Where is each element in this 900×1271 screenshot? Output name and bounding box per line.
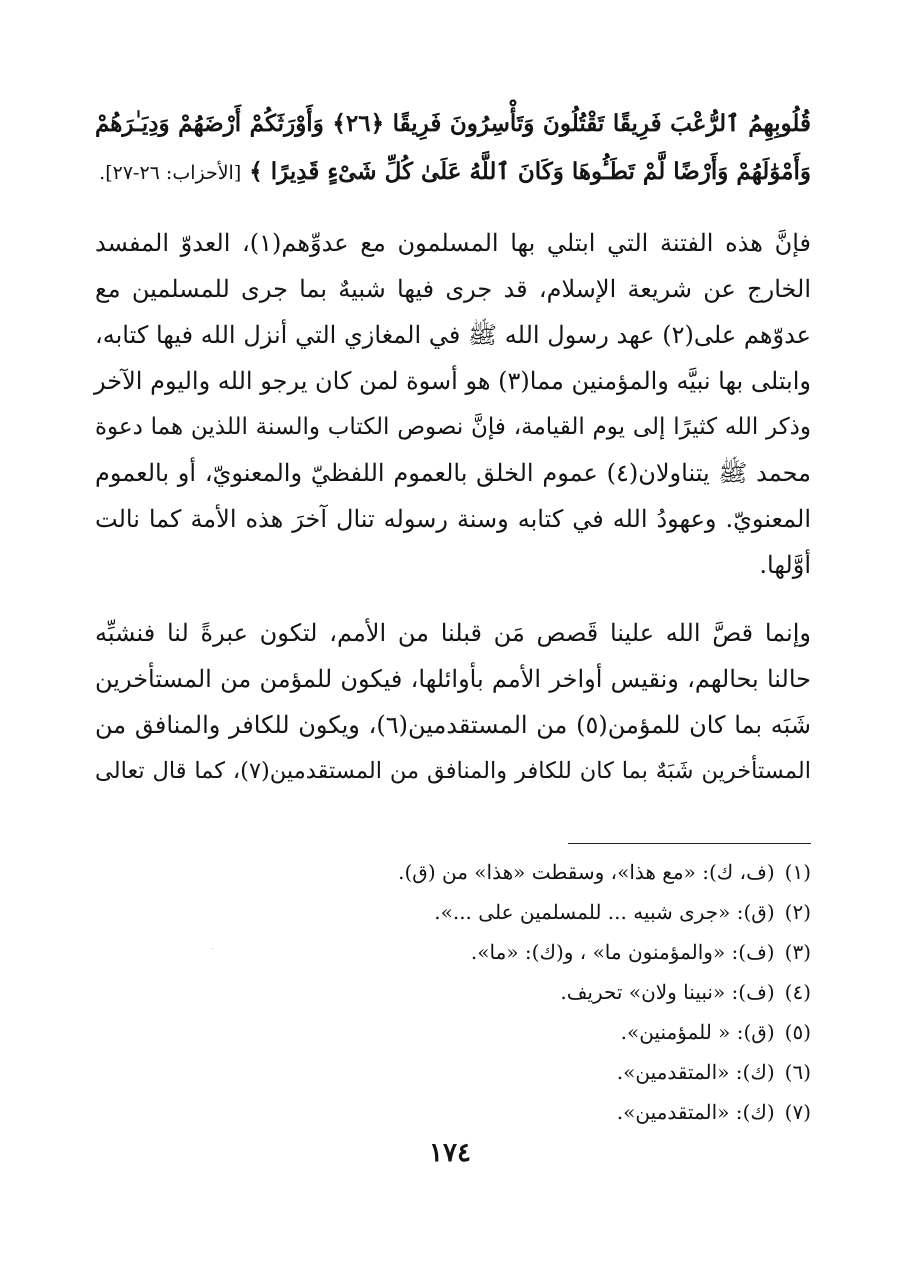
quran-verse-line-1: قُلُوبِهِمُ ٱلرُّعْبَ فَرِيقًا تَقْتُلُونَ وَتَأْسِرُونَ فَرِيقًا ﴿٢٦﴾ وَأَوْرَثَكُمْ أَرْضَهُمْ وَدِيَـٰرَهُمْ [95,110,811,137]
text-line: الخارج عن شريعة الإسلام، قد جرى فيها شبيهٌ بما جرى للمسلمين مع [95,275,811,303]
text-line: محمد ﷺ يتناولان(٤) عموم الخلق بالعموم اللفظيّ والمعنويّ، أو بالعموم [95,459,811,487]
footnote-text: (ق): « للمؤمنين». [620,1020,775,1044]
text-line: وذكر الله كثيرًا إلى يوم القيامة، فإنَّ نصوص الكتاب والسنة اللذين هما دعوة [95,414,811,440]
footnote-text: (ف): «نبينا ولان» تحريف. [560,980,775,1004]
scan-speck [212,948,213,949]
footnote-item [95,932,811,972]
footnote-number: (٢) [784,900,811,924]
verse-reference: [الأحزاب: ٢٦-٢٧]. [99,162,242,184]
footnotes [95,852,811,1132]
footnote-text: (ف، ك): «مع هذا»، وسقطت «هذا» من (ق). [398,860,775,884]
footnote-text: (ق): «جرى شبيه ... للمسلمين على ...». [434,900,775,924]
text-line: وابتلى بها نبيَّه والمؤمنين مما(٣) هو أسوة لمن كان يرجو الله واليوم الآخر [94,367,811,395]
paragraph-1 [95,220,811,588]
paragraph-2 [95,610,811,794]
text-line: أوَّلها. [759,551,811,579]
footnote-item [95,1012,811,1052]
footnote-number: (٤) [784,980,811,1004]
footnote-number: (٥) [784,1020,811,1044]
footnote-text: (ك): «المتقدمين». [616,1100,775,1124]
text-line: فإنَّ هذه الفتنة التي ابتلي بها المسلمون مع عدوِّهم(١)، العدوّ المفسد [95,229,811,257]
text-line: شَبَه بما كان للمؤمن(٥) من المستقدمين(٦)، ويكون للكافر والمنافق من [95,711,811,739]
footnote-number: (٧) [784,1100,811,1124]
text-line: عدوّهم على(٢) عهد رسول الله ﷺ في المغازي التي أنزل الله فيها كتابه، [95,321,811,349]
quran-verse-line-2 [95,160,811,183]
quran-verse-text: وَأَمْوَٰلَهُمْ وَأَرْضًا لَّمْ تَطَـُٔوهَا وَكَانَ ٱللَّهُ عَلَىٰ كُلِّ شَىْءٍ قَدِيرًا ﴾ [249,158,811,185]
footnote-text: (ك): «المتقدمين». [616,1060,775,1084]
footnote-divider [568,843,811,844]
footnote-number: (٣) [784,940,811,964]
footnote-number: (١) [784,860,811,884]
footnote-item [95,1092,811,1132]
text-line: وإنما قصَّ الله علينا قَصص مَن قبلنا من الأمم، لتكون عبرةً لنا فنشبِّه [95,619,811,647]
footnote-text: (ف): «والمؤمنون ما» ، و(ك): «ما». [470,940,775,964]
text-line: حالنا بحالهم، ونقيس أواخر الأمم بأوائلها، فيكون للمؤمن من المستأخرين [95,665,811,693]
text-line: المعنويّ. وعهودُ الله في كتابه وسنة رسوله تنال آخرَ هذه الأمة كما نالت [95,505,811,533]
page-number: ١٧٤ [429,1138,471,1168]
footnote-item [95,972,811,1012]
footnote-item [95,852,811,892]
text-line: المستأخرين شَبَهٌ بما كان للكافر والمنافق من المستقدمين(٧)، كما قال تعالى [95,758,811,784]
footnote-item [95,1052,811,1092]
footnote-number: (٦) [784,1060,811,1084]
footnote-item [95,892,811,932]
